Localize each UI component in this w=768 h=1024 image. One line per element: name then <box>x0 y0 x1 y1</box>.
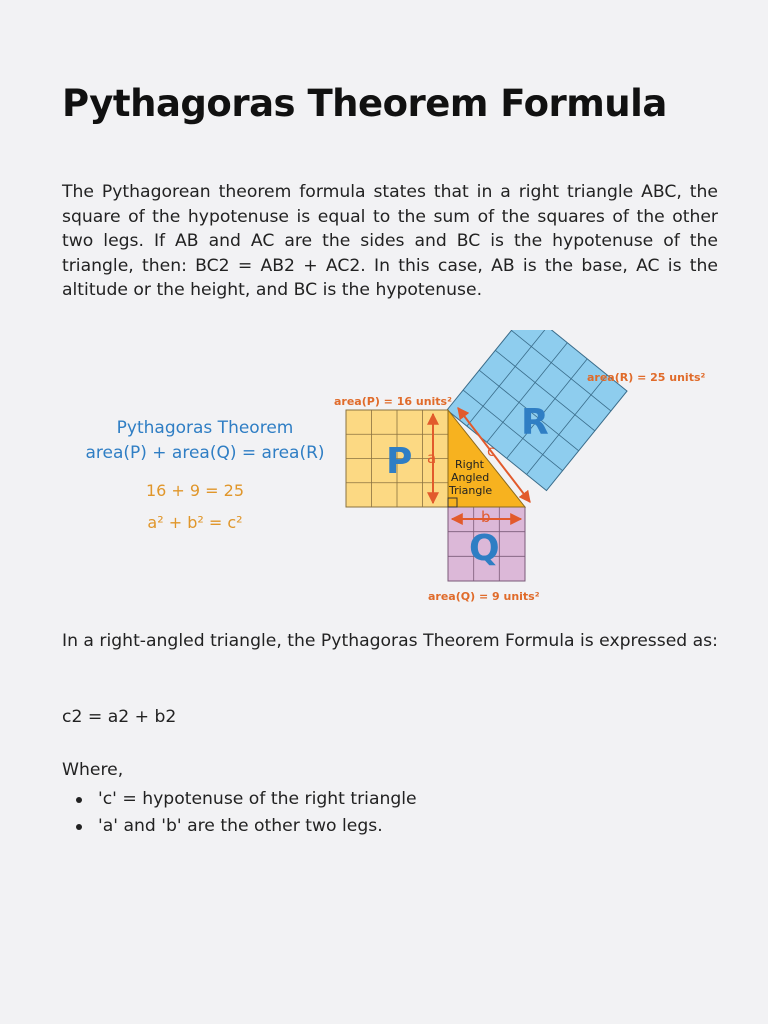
list-item <box>62 813 702 840</box>
numeric-equation: 16 + 9 = 25 <box>145 481 245 500</box>
area-q-label: area(Q) = 9 units² <box>428 590 540 603</box>
intro-paragraph: The Pythagorean theorem formula states that in a right triangle ABC, the square of the hypotenuse is equal to the sum of the squares of the other two legs. If AB and AC are the sides and BC is the hypotenuse of the triangle, then: BC2 = AB2 + AC2. In this case, AB is the base, AC is the altitude or the height, and BC is the hypotenuse. <box>62 182 718 300</box>
symbolic-equation: a² + b² = c² <box>147 513 243 532</box>
bullet-icon <box>76 797 82 803</box>
definition-list <box>62 786 702 840</box>
formula-intro-paragraph: In a right-angled triangle, the Pythagoras Theorem Formula is expressed as: <box>62 631 718 651</box>
side-a-label: a <box>427 449 437 467</box>
figure-heading: Pythagoras Theorem <box>116 418 294 438</box>
where-label: Where, <box>62 760 124 780</box>
triangle-label-line2: Angled <box>451 471 490 484</box>
pythagoras-figure <box>60 330 720 610</box>
triangle-label-line3: Triangle <box>449 484 493 497</box>
list-item <box>62 786 702 813</box>
formula-text: c2 = a2 + b2 <box>62 707 177 727</box>
area-r-label: area(R) = 25 units² <box>587 371 706 384</box>
page-title: Pythagoras Theorem Formula <box>62 82 667 125</box>
area-equation: area(P) + area(Q) = area(R) <box>85 443 325 463</box>
list-item-text: 'a' and 'b' are the other two legs. <box>98 816 383 836</box>
square-q-letter: Q <box>469 528 500 569</box>
pythagoras-diagram <box>60 330 720 610</box>
list-item-text: 'c' = hypotenuse of the right triangle <box>98 789 417 809</box>
square-r-letter: R <box>521 402 549 443</box>
side-b-label: b <box>481 508 491 526</box>
triangle-label-line1: Right <box>455 458 484 471</box>
bullet-icon <box>76 824 82 830</box>
area-p-label: area(P) = 16 units² <box>334 395 452 408</box>
square-p-letter: P <box>386 441 413 482</box>
side-c-label: c <box>487 442 496 460</box>
